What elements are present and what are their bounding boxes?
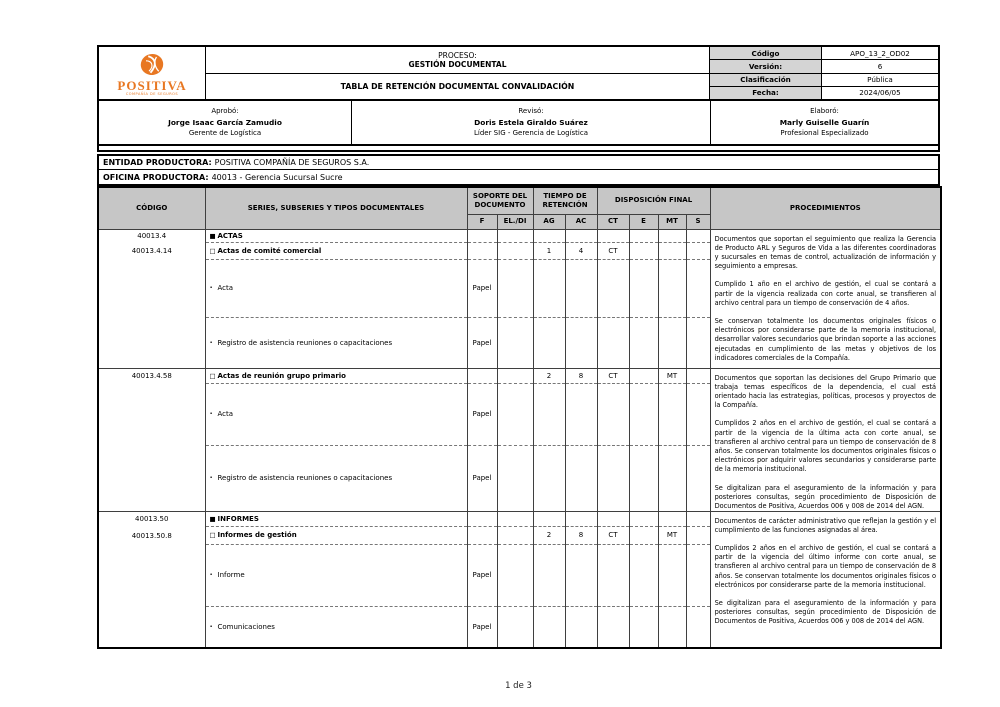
title-column xyxy=(206,47,710,99)
meta-label: Código xyxy=(710,47,822,59)
doc-type: • Comunicaciones xyxy=(209,622,275,631)
doc-bullet-icon: • xyxy=(209,623,213,630)
meta-row-version xyxy=(710,60,938,73)
logo xyxy=(99,47,206,99)
subseries-bullet-icon: □ xyxy=(209,371,216,380)
positiva-logo-icon xyxy=(129,51,175,78)
signature-label: Revisó: xyxy=(518,107,544,116)
col-header-ct: CT xyxy=(597,214,629,229)
col-header-f: F xyxy=(467,214,497,229)
ac-value: 8 xyxy=(566,527,597,545)
series-cell xyxy=(205,511,467,648)
doc-bullet-icon: • xyxy=(209,475,213,481)
meta-value: Pública xyxy=(867,75,893,85)
col-header-soporte: SOPORTE DEL DOCUMENTO xyxy=(467,187,533,214)
procedures-cell xyxy=(710,511,941,648)
e-value xyxy=(630,527,658,545)
support-value: Papel xyxy=(468,384,497,446)
code-cell xyxy=(98,511,205,648)
series-cell xyxy=(205,229,467,368)
series-cell xyxy=(205,368,467,511)
ct-value: CT xyxy=(598,243,629,260)
meta-row-fecha xyxy=(710,87,938,99)
code-value: 40013.4.14 xyxy=(131,247,172,255)
doc-bullet-icon: • xyxy=(209,339,213,346)
meta-label: Versión: xyxy=(710,60,822,72)
series-title: ■ INFORMES xyxy=(206,512,467,527)
series-bullet-icon: ■ xyxy=(209,514,216,523)
code-value: 40013.50.8 xyxy=(131,531,172,540)
doc-bullet-icon: • xyxy=(209,285,213,291)
ag-value: 2 xyxy=(534,527,565,545)
s-value xyxy=(687,527,710,545)
disposition-ct-cell xyxy=(597,511,629,648)
retention-ag-cell xyxy=(533,511,565,648)
col-header-e: E xyxy=(629,214,658,229)
retention-ac-cell xyxy=(565,368,597,511)
subseries-title: □ Actas de reunión grupo primario xyxy=(206,369,467,384)
retention-ac-cell xyxy=(565,229,597,368)
process-row xyxy=(206,47,709,74)
entity-value: POSITIVA COMPAÑÍA DE SEGUROS S.A. xyxy=(214,158,370,167)
disposition-e-cell xyxy=(629,368,658,511)
signature-elaboro xyxy=(711,101,938,144)
disposition-ct-cell xyxy=(597,368,629,511)
logo-tagline: COMPAÑÍA DE SEGUROS xyxy=(125,92,179,97)
process-label: PROCESO: xyxy=(438,50,477,60)
table-header-groups xyxy=(98,187,941,214)
producer-section xyxy=(97,154,940,186)
procedures-cell xyxy=(710,229,941,368)
disposition-e-cell xyxy=(629,511,658,648)
col-header-codigo: CÓDIGO xyxy=(98,187,205,229)
support-eldi-cell xyxy=(497,229,533,368)
support-f-cell xyxy=(467,368,497,511)
col-header-s: S xyxy=(686,214,710,229)
procedure-paragraph: Documentos de carácter administrativo que reflejan la gestión y el cumplimiento de las funciones asignadas al área. xyxy=(714,516,937,534)
signature-role: Profesional Especializado xyxy=(780,129,869,138)
signature-role: Líder SIG - Gerencia de Logística xyxy=(473,129,588,138)
meta-table xyxy=(710,47,938,99)
ct-value: CT xyxy=(598,369,629,384)
signature-aprobo xyxy=(99,101,352,144)
series-bullet-icon: ■ xyxy=(209,231,216,240)
page-number: 1 de 3 xyxy=(505,681,532,691)
col-header-eldi: EL./DI xyxy=(497,214,533,229)
procedure-paragraph: Cumplido 1 año en el archivo de gestión, el cual se contará a partir de la vigencia realizada con corte anual, se transfieren al archivo central para un tiempo de conservación de 4 años. xyxy=(714,280,937,307)
support-value: Papel xyxy=(472,338,492,347)
retention-ag-cell xyxy=(533,229,565,368)
document-title: TABLA DE RETENCIÓN DOCUMENTAL CONVALIDACIÓN xyxy=(340,82,575,91)
meta-value: 6 xyxy=(877,61,883,71)
signature-name: Marly Guiselle Guarín xyxy=(779,117,870,127)
signature-name: Jorge Isaac García Zamudio xyxy=(168,117,282,127)
procedures-cell xyxy=(710,368,941,511)
code-value: 40013.4 xyxy=(137,232,167,240)
doc-type: • Registro de asistencia reuniones o capacitaciones xyxy=(209,474,393,482)
support-value: Papel xyxy=(472,622,492,631)
meta-row-clasificacion xyxy=(710,74,938,87)
logo-brand-text: POSITIVA xyxy=(117,78,187,94)
meta-value: 2024/06/05 xyxy=(859,88,901,98)
support-value: Papel xyxy=(468,260,497,318)
disposition-mt-cell xyxy=(658,368,686,511)
procedure-paragraph: Se digitalizan para el aseguramiento de la información y para posteriores consultas, según procedimiento de Disposición de Documentos de Positiva, Acuerdos 006 y 008 de 2014 del AGN. xyxy=(714,483,937,509)
procedure-paragraph: Se conservan totalmente los documentos originales físicos o electrónicos por considerarse parte de la memoria institucional, desarrollar valores secundarios que brindan soporte a las acciones ejecutadas en cumplimiento de las metas y objetivos de los indicadores comerciales de la Compañía. xyxy=(714,317,937,362)
retention-ag-cell xyxy=(533,368,565,511)
entity-label: ENTIDAD PRODUCTORA: xyxy=(103,158,212,167)
doc-type: • Registro de asistencia reuniones o capacitaciones xyxy=(209,338,393,347)
subseries-bullet-icon: □ xyxy=(209,246,216,255)
meta-label: Fecha: xyxy=(710,87,822,99)
ct-value: CT xyxy=(598,527,629,545)
procedure-paragraph: Cumplidos 2 años en el archivo de gestión, el cual se contará a partir de la vigencia del último informe con corte anual, se transfieren al archivo central para un tiempo de conservación de 8 años. Se conservan totalmente los documentos originales físicos o electrónicos por considerarse parte de la memoria institucional. xyxy=(714,543,937,589)
signature-reviso xyxy=(352,101,711,144)
disposition-s-cell xyxy=(686,229,710,368)
disposition-mt-cell xyxy=(658,511,686,648)
series-block-actas-grupo-primario xyxy=(98,368,941,511)
subseries-title: □ Actas de comité comercial xyxy=(206,243,467,260)
process-value: GESTIÓN DOCUMENTAL xyxy=(408,60,507,69)
procedure-text xyxy=(711,230,941,366)
subseries-bullet-icon: □ xyxy=(209,531,216,539)
ac-value: 8 xyxy=(566,369,597,384)
meta-label: Clasificación xyxy=(710,74,822,86)
doc-type: • Acta xyxy=(206,384,467,446)
doc-type: • Acta xyxy=(206,260,467,318)
mt-value: MT xyxy=(659,527,686,545)
disposition-s-cell xyxy=(686,511,710,648)
disposition-e-cell xyxy=(629,229,658,368)
code-cell xyxy=(98,229,205,368)
signature-name: Doris Estela Giraldo Suárez xyxy=(474,117,588,127)
ag-value: 2 xyxy=(534,369,565,384)
code-value: 40013.4.58 xyxy=(131,372,172,380)
series-block-informes xyxy=(98,511,941,648)
meta-row-codigo xyxy=(710,47,938,60)
procedure-paragraph: Se digitalizan para el aseguramiento de la información y para posteriores consultas, según procedimiento de Disposición de Documentos de Positiva, Acuerdos 006 y 008 de 2014 del AGN. xyxy=(714,599,937,626)
series-block-actas xyxy=(98,229,941,368)
office-label: OFICINA PRODUCTORA: xyxy=(103,172,209,182)
disposition-s-cell xyxy=(686,368,710,511)
meta-value: APO_13_2_OD02 xyxy=(850,48,910,58)
support-f-cell xyxy=(467,511,497,648)
ag-value: 1 xyxy=(534,243,565,260)
col-header-ac: AC xyxy=(565,214,597,229)
support-eldi-cell xyxy=(497,368,533,511)
col-header-retencion: TIEMPO DE RETENCIÓN xyxy=(533,187,597,214)
procedure-paragraph: Cumplidos 2 años en el archivo de gestión, el cual se contará a partir de la vigencia de la última acta con corte anual, se transfieren al archivo central para un tiempo de conservación de 8 años. Se conservan totalmente los documentos originales físicos o electrónicos por adquirir valores secundarios y considerarse parte de la memoria institucional. xyxy=(714,419,937,474)
signature-row xyxy=(97,101,940,146)
series-title: ■ ACTAS xyxy=(206,230,467,243)
signature-label: Aprobó: xyxy=(211,107,239,116)
doc-bullet-icon: • xyxy=(209,411,213,417)
retention-table xyxy=(97,186,942,649)
code-cell xyxy=(98,368,205,511)
document-header xyxy=(97,45,940,101)
disposition-mt-cell xyxy=(658,229,686,368)
procedure-paragraph: Documentos que soportan el seguimiento que realiza la Gerencia de Producto ARL y Seguros de Vida a las diferentes coordinadoras y sucursales en temas de control, actualización de información y seguimiento a empresas. xyxy=(714,234,937,271)
retention-document xyxy=(97,45,940,649)
col-header-disposicion: DISPOSICIÓN FINAL xyxy=(597,187,710,214)
office-value: 40013 - Gerencia Sucursal Sucre xyxy=(211,172,343,182)
code-value: 40013.50 xyxy=(135,515,169,523)
retention-ac-cell xyxy=(565,511,597,648)
s-value xyxy=(687,369,710,384)
doc-type: • Informe xyxy=(206,545,467,607)
e-value xyxy=(630,243,658,260)
e-value xyxy=(630,369,658,384)
ac-value: 4 xyxy=(566,243,597,260)
procedure-text xyxy=(711,512,941,645)
office-producer-row xyxy=(99,170,938,184)
col-header-series: SERIES, SUBSERIES Y TIPOS DOCUMENTALES xyxy=(205,187,467,229)
procedure-text xyxy=(711,369,941,509)
mt-value xyxy=(659,243,686,260)
col-header-procedimientos: PROCEDIMIENTOS xyxy=(710,187,941,229)
disposition-ct-cell xyxy=(597,229,629,368)
signature-label: Elaboró: xyxy=(810,107,839,116)
support-value: Papel xyxy=(468,545,497,607)
procedure-paragraph: Documentos que soportan las decisiones del Grupo Primario que trabaja temas específicos de la dependencia, el cual está orientado hacia las estrategias, políticas, procesos y proyectos de la Compañía. xyxy=(714,373,937,410)
col-header-ag: AG xyxy=(533,214,565,229)
s-value xyxy=(687,243,710,260)
entity-producer-row xyxy=(99,156,938,170)
support-value: Papel xyxy=(472,474,492,482)
support-eldi-cell xyxy=(497,511,533,648)
mt-value: MT xyxy=(659,369,686,384)
subseries-title: □ Informes de gestión xyxy=(206,527,467,545)
col-header-mt: MT xyxy=(658,214,686,229)
doc-bullet-icon: • xyxy=(209,572,213,578)
support-f-cell xyxy=(467,229,497,368)
signature-role: Gerente de Logística xyxy=(188,129,262,138)
